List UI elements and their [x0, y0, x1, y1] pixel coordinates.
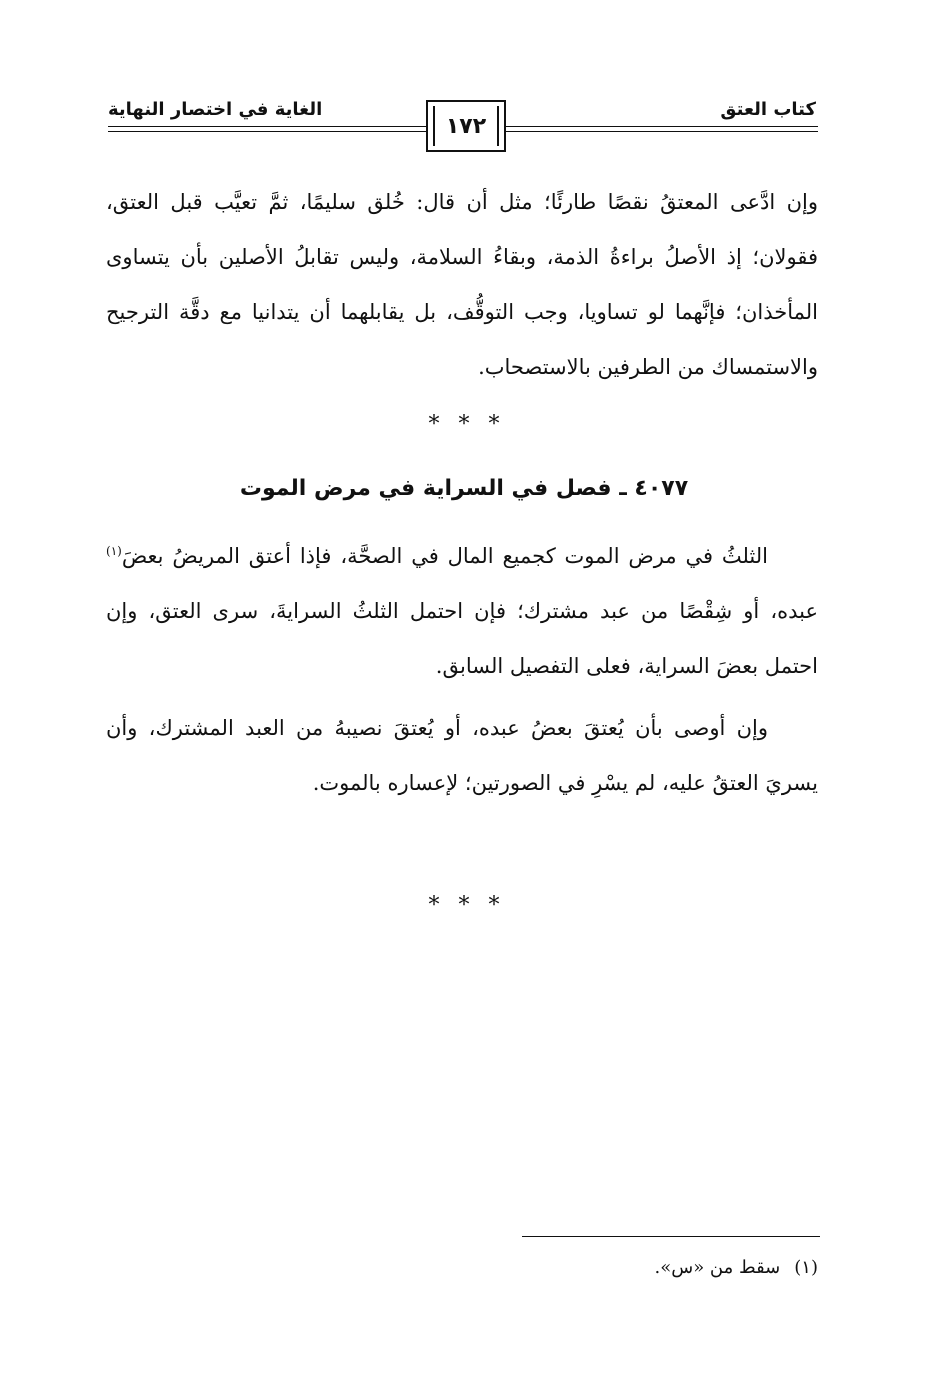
footnote-number: (١) — [794, 1257, 818, 1278]
running-header-title: الغاية في اختصار النهاية — [108, 99, 323, 120]
page-number-frame — [426, 100, 506, 152]
running-header-section: كتاب العتق — [720, 99, 816, 120]
footnote — [654, 1257, 818, 1278]
paragraph-2-start: الثلثُ في مرض الموت كجميع المال في الصحَّة، فإذا أعتق المريضُ بعضَ — [121, 544, 768, 568]
paragraph-2 — [106, 529, 818, 694]
paragraph-2-end: عبده، أو شِقْصًا من عبد مشترك؛ فإن احتمل الثلثُ السرايةَ، سرى العتق، وإن احتمل بعضَ السراية، فعلى التفصيل السابق. — [106, 599, 818, 678]
section-separator-2: * * * — [428, 893, 506, 918]
page-number: ١٧٢ — [445, 114, 487, 139]
section-separator-1: * * * — [428, 412, 506, 437]
paragraph-1: وإن ادَّعى المعتقُ نقصًا طارئًا؛ مثل أن قال: خُلق سليمًا، ثمَّ تعيَّب قبل العتق، فقولان؛ إذ الأصلُ براءةُ الذمة، وبقاءُ السلامة، وليس تقابلُ الأصلين بأن يتساوى المأخذان؛ فإنَّهما لو تساويا، وجب التوقُّف، بل يقابلهما أن يتدانيا مع دقَّة الترجيح والاستمساك من الطرفين بالاستصحاب. — [106, 190, 818, 379]
section-heading: ٤٠٧٧ ـ فصل في السراية في مرض الموت — [239, 476, 689, 501]
footnote-reference: (١) — [106, 544, 122, 558]
paragraph-3: وإن أوصى بأن يُعتقَ بعضُ عبده، أو يُعتقَ نصيبهُ من العبد المشترك، وأن يسريَ العتقُ عليه، لم يسْرِ في الصورتين؛ لإعساره بالموت. — [106, 716, 818, 795]
footnote-rule — [522, 1236, 820, 1237]
footnote-text: سقط من «س». — [654, 1257, 781, 1278]
